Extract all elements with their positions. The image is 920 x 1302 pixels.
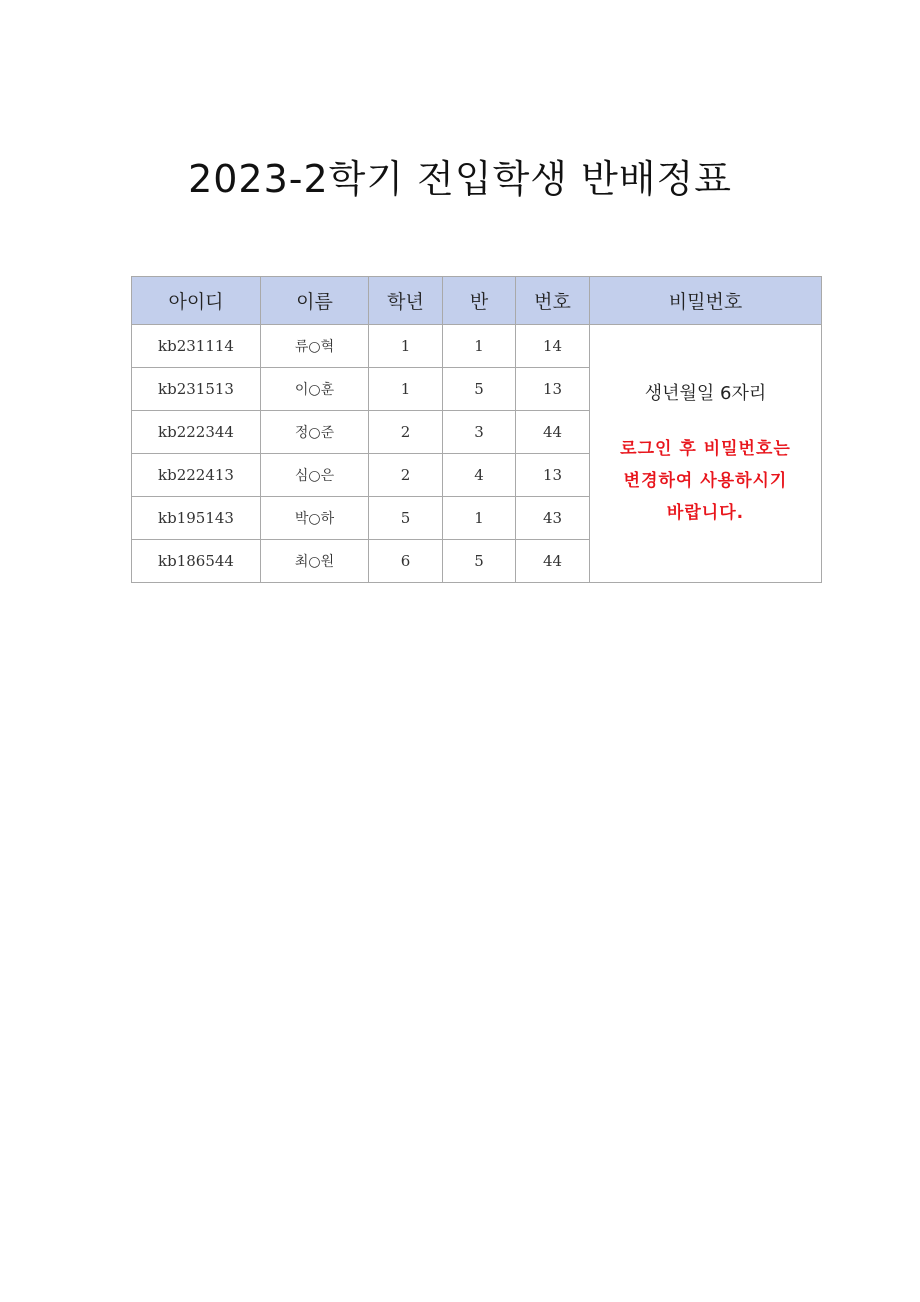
student-class: 4 (443, 454, 516, 497)
student-id: kb231114 (132, 325, 261, 368)
student-grade: 5 (369, 497, 443, 540)
student-number: 44 (516, 411, 590, 454)
student-number: 44 (516, 540, 590, 583)
student-class: 5 (443, 540, 516, 583)
student-class: 1 (443, 497, 516, 540)
student-grade: 2 (369, 454, 443, 497)
student-grade: 1 (369, 368, 443, 411)
table-header-row (132, 277, 822, 325)
student-grade: 2 (369, 411, 443, 454)
page-title: 2023-2학기 전입학생 반배정표 (188, 157, 732, 201)
student-id: kb186544 (132, 540, 261, 583)
notice-line: 바랍니다. (666, 502, 745, 523)
header-password: 비밀번호 (590, 277, 822, 325)
student-class: 1 (443, 325, 516, 368)
header-class: 반 (443, 277, 516, 325)
student-number: 43 (516, 497, 590, 540)
class-assignment-table (131, 276, 822, 583)
notice-line: 로그인 후 비밀번호는 (620, 438, 791, 459)
password-change-notice (590, 433, 821, 529)
student-name: 류○혁 (261, 325, 369, 368)
student-number: 13 (516, 454, 590, 497)
student-id: kb222413 (132, 454, 261, 497)
student-id: kb231513 (132, 368, 261, 411)
student-name: 박○하 (261, 497, 369, 540)
password-rule: 생년월일 6자리 (644, 382, 767, 404)
header-number: 번호 (516, 277, 590, 325)
student-class: 5 (443, 368, 516, 411)
student-grade: 1 (369, 325, 443, 368)
student-name: 최○원 (261, 540, 369, 583)
student-name: 정○준 (261, 411, 369, 454)
table-row (132, 325, 822, 368)
student-id: kb222344 (132, 411, 261, 454)
header-grade: 학년 (369, 277, 443, 325)
student-name: 심○은 (261, 454, 369, 497)
student-number: 14 (516, 325, 590, 368)
header-name: 이름 (261, 277, 369, 325)
header-id: 아이디 (132, 277, 261, 325)
student-name: 이○훈 (261, 368, 369, 411)
notice-line: 변경하여 사용하시기 (623, 470, 788, 491)
student-id: kb195143 (132, 497, 261, 540)
student-class: 3 (443, 411, 516, 454)
password-info-cell (590, 325, 822, 583)
student-number: 13 (516, 368, 590, 411)
student-grade: 6 (369, 540, 443, 583)
